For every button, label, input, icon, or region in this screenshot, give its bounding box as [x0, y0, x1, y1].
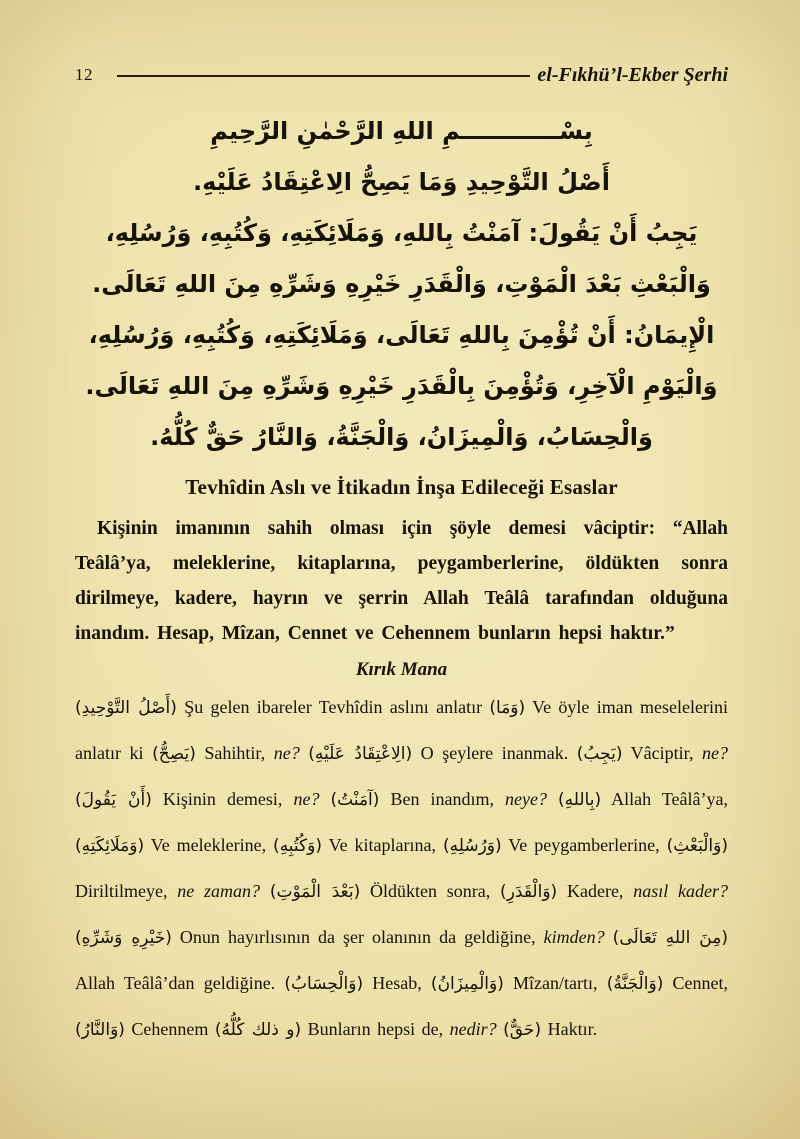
turkish-text: Diriltilmeye,	[75, 881, 178, 901]
turkish-text	[260, 881, 270, 901]
inline-arabic-term: (و ذلك كُلُّهُ)	[214, 1020, 302, 1040]
inline-arabic-term: (وَالنَّارُ)	[75, 1020, 125, 1040]
turkish-text: Ve kitaplarına,	[322, 835, 443, 855]
italic-question: ne?	[293, 789, 320, 809]
inline-arabic-term: (أَنْ يَقُولَ)	[75, 790, 152, 810]
italic-question: kimden?	[543, 927, 605, 947]
turkish-text: Allah Teâlâ’dan geldiğine.	[75, 973, 285, 993]
arabic-line: بِسْــــــــــــمِ اللهِ الرَّحْمٰنِ الرَّحِيمِ	[210, 117, 593, 145]
turkish-text: Onun hayırlısının da şer olanının da geldiğine,	[171, 927, 544, 947]
inline-arabic-term: (خَيْرِهِ وَشَرِّهِ)	[75, 928, 172, 948]
turkish-text	[319, 789, 330, 809]
inline-arabic-term: (وَمَا)	[489, 698, 526, 718]
italic-question: nedir?	[449, 1019, 497, 1039]
arabic-line: أَصْلُ التَّوْحِيدِ وَمَا يَصِحُّ الِاعْتِقَادُ عَلَيْهِ.	[193, 168, 610, 196]
turkish-text: Öldükten sonra,	[360, 881, 501, 901]
italic-question: ne?	[273, 743, 300, 763]
inline-arabic-term: (وَالْحِسَابُ)	[284, 974, 364, 994]
arabic-line: يَجِبُ أَنْ يَقُولَ: آمَنْتُ بِاللهِ، وَمَلَائِكَتِهِ، وَكُتُبِهِ، وَرُسُلِهِ، وَالْبَعْثِ بَعْدَ الْمَوْتِ، وَالْقَدَرِ خَيْرِهِ وَشَرِّهِ مِنَ اللهِ تَعَالَى.	[92, 219, 711, 298]
inline-arabic-term: (آمَنْتُ)	[330, 790, 380, 810]
inline-arabic-term: (وَالْقَدَرِ)	[500, 882, 558, 902]
italic-question: neye?	[504, 789, 547, 809]
turkish-text: Kişinin demesi,	[151, 789, 294, 809]
inline-arabic-term: (وَمَلَائِكَتِهِ)	[75, 836, 145, 856]
italic-question: ne?	[702, 743, 728, 763]
arabic-line: الْإِيمَانُ: أَنْ تُؤْمِنَ بِاللهِ تَعَالَى، وَمَلَائِكَتِهِ، وَكُتُبِهِ، وَرُسُلِهِ، وَالْيَوْمِ الْآخِرِ، وَتُؤْمِنَ بِالْقَدَرِ خَيْرِهِ وَشَرِّهِ مِنَ اللهِ تَعَالَى.	[85, 321, 718, 400]
section-title: Tevhîdin Aslı ve İtikadın İnşa Edileceği Esaslar	[185, 475, 618, 499]
turkish-text: Ve meleklerine,	[144, 835, 274, 855]
inline-arabic-term: (مِنَ اللهِ تَعَالَى)	[612, 928, 728, 948]
arabic-passage	[75, 106, 728, 463]
turkish-text: Sahihtir,	[195, 743, 274, 763]
turkish-text: O şeylere inanmak.	[412, 743, 577, 763]
page-number: 12	[75, 65, 93, 84]
inline-arabic-term: (الِاعْتِقَادُ عَلَيْهِ)	[308, 744, 413, 764]
italic-question: nasıl kader?	[633, 881, 729, 901]
inline-arabic-term: (يَصِحُّ)	[152, 744, 196, 764]
turkish-text: Mîzan/tartı,	[503, 973, 607, 993]
turkish-text: Allah Teâlâ’ya,	[601, 789, 729, 809]
inline-arabic-term: (وَالْبَعْثِ)	[666, 836, 728, 856]
arabic-line: وَالْحِسَابُ، وَالْمِيزَانُ، وَالْجَنَّةُ، وَالنَّارُ حَقٌّ كُلُّهُ.	[150, 423, 653, 451]
turkish-text: Cehennem	[124, 1019, 215, 1039]
inline-arabic-term: (أَصْلُ التَّوْحِيدِ)	[75, 698, 177, 718]
turkish-text	[300, 743, 309, 763]
turkish-text: Ben inandım,	[379, 789, 505, 809]
turkish-text: Haktır.	[541, 1019, 598, 1039]
turkish-text: Hesab,	[363, 973, 431, 993]
italic-question: ne zaman?	[177, 881, 261, 901]
inline-arabic-term: (بِاللهِ)	[557, 790, 602, 810]
turkish-text: Vâciptir,	[622, 743, 702, 763]
inline-arabic-term: (يَجِبُ)	[576, 744, 623, 764]
kirik-mana-paragraph	[75, 685, 728, 1053]
inline-arabic-term: (حَقٌّ)	[503, 1020, 542, 1040]
inline-arabic-term: (وَكُتُبِهِ)	[273, 836, 323, 856]
turkish-text: Ve öyle iman meselelerini anlatır ki	[75, 697, 728, 763]
inline-arabic-term: (بَعْدَ الْمَوْتِ)	[269, 882, 361, 902]
turkish-text: Kadere,	[557, 881, 634, 901]
turkish-text: Cennet,	[663, 973, 728, 993]
inline-arabic-term: (وَرُسُلِهِ)	[442, 836, 502, 856]
inline-arabic-term: (وَالْمِيزَانُ)	[430, 974, 504, 994]
turkish-text	[605, 927, 613, 947]
header-rule	[117, 75, 530, 77]
inline-arabic-term: (وَالْجَنَّةُ)	[606, 974, 664, 994]
turkish-text	[547, 789, 558, 809]
kirik-mana-title: Kırık Mana	[355, 659, 448, 680]
page-header	[75, 62, 728, 88]
translation-paragraph: Kişinin imanının sahih olması için şöyle demesi vâciptir: “Allah Teâlâ’ya, meleklerine, kitaplarına, peygamberlerine, öldükten sonra dirilmeye, kadere, hayrın ve şerrin Allah Teâlâ tarafından olduğuna inandım. Hesap, Mîzan, Cennet ve Cehennem bunların hepsi haktır.”	[75, 518, 728, 644]
turkish-text: Bunların hepsi de,	[301, 1019, 450, 1039]
running-title: el-Fıkhü’l-Ekber Şerhi	[537, 63, 728, 86]
turkish-text: Ve peygamberlerine,	[501, 835, 667, 855]
turkish-text: Şu gelen ibareler Tevhîdin aslını anlatır	[176, 697, 490, 717]
